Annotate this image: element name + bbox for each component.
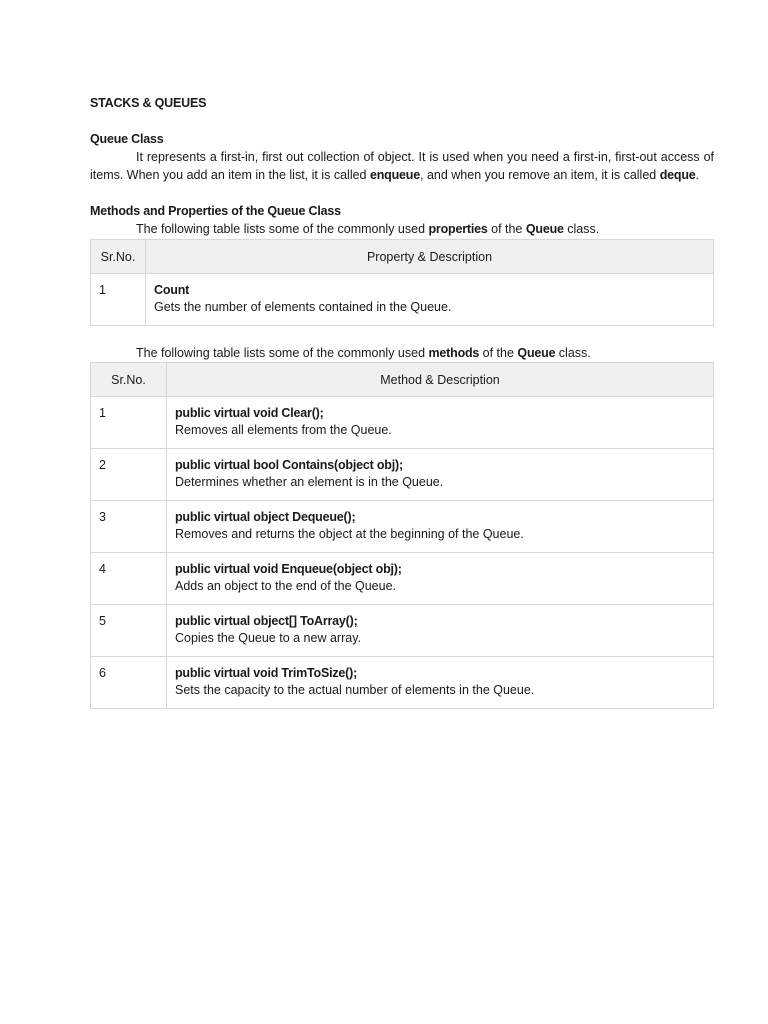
row-number: 1 [91,274,146,326]
row-content [167,605,714,657]
method-name: public virtual void TrimToSize(); [175,666,358,680]
method-description: Adds an object to the end of the Queue. [175,579,396,593]
intro-text-2: , and when you remove an item, it is called [420,168,660,182]
methods-lead-bold1: methods [428,346,480,360]
row-content [167,553,714,605]
property-name: Count [154,283,190,297]
methods-lead-before: The following table lists some of the commonly used [136,346,429,360]
intro-text-1: It represents a first-in, first out collection of object. It is used when you need a first-in, first-out access of items. When you add an item in the list, it is called [90,150,714,182]
table-row [91,657,714,709]
row-number: 2 [91,449,167,501]
method-description: Copies the Queue to a new array. [175,631,361,645]
queue-class-intro [90,148,714,184]
method-name: public virtual bool Contains(object obj); [175,458,403,472]
properties-lead-after: class. [563,222,600,236]
row-number: 4 [91,553,167,605]
properties-lead-middle: of the [487,222,526,236]
methods-lead-middle: of the [479,346,518,360]
deque-term: deque [659,168,696,182]
methods-table-header [91,363,714,397]
row-content [167,501,714,553]
properties-table-header [91,240,714,274]
column-header-method: Method & Description [167,363,714,397]
row-number: 1 [91,397,167,449]
column-header-srno: Sr.No. [91,363,167,397]
table-row [91,553,714,605]
table-row [91,605,714,657]
method-description: Removes and returns the object at the beginning of the Queue. [175,527,524,541]
table-row [91,449,714,501]
row-content [167,657,714,709]
methods-lead [90,344,714,362]
row-content [167,397,714,449]
property-description: Gets the number of elements contained in the Queue. [154,300,452,314]
row-content [167,449,714,501]
column-header-srno: Sr.No. [91,240,146,274]
row-number: 3 [91,501,167,553]
row-number: 5 [91,605,167,657]
row-content [146,274,714,326]
column-header-property: Property & Description [146,240,714,274]
table-row [91,501,714,553]
methods-properties-heading: Methods and Properties of the Queue Class [90,204,341,218]
methods-lead-after: class. [555,346,591,360]
intro-text-3: . [695,168,700,182]
methods-table [90,362,714,709]
enqueue-term: enqueue [370,168,420,182]
document-page [90,94,714,709]
properties-table [90,239,714,326]
queue-class-heading: Queue Class [90,132,164,146]
method-description: Sets the capacity to the actual number of elements in the Queue. [175,683,535,697]
method-name: public virtual object[] ToArray(); [175,614,358,628]
method-name: public virtual object Dequeue(); [175,510,356,524]
properties-lead-bold2: Queue [525,222,564,236]
document-title: STACKS & QUEUES [90,96,207,110]
table-row [91,274,714,326]
properties-lead-bold1: properties [428,222,488,236]
method-name: public virtual void Enqueue(object obj); [175,562,402,576]
properties-lead [90,220,714,238]
method-name: public virtual void Clear(); [175,406,324,420]
properties-lead-before: The following table lists some of the commonly used [136,222,429,236]
methods-lead-bold2: Queue [517,346,556,360]
table-row [91,397,714,449]
method-description: Removes all elements from the Queue. [175,423,392,437]
row-number: 6 [91,657,167,709]
method-description: Determines whether an element is in the Queue. [175,475,444,489]
